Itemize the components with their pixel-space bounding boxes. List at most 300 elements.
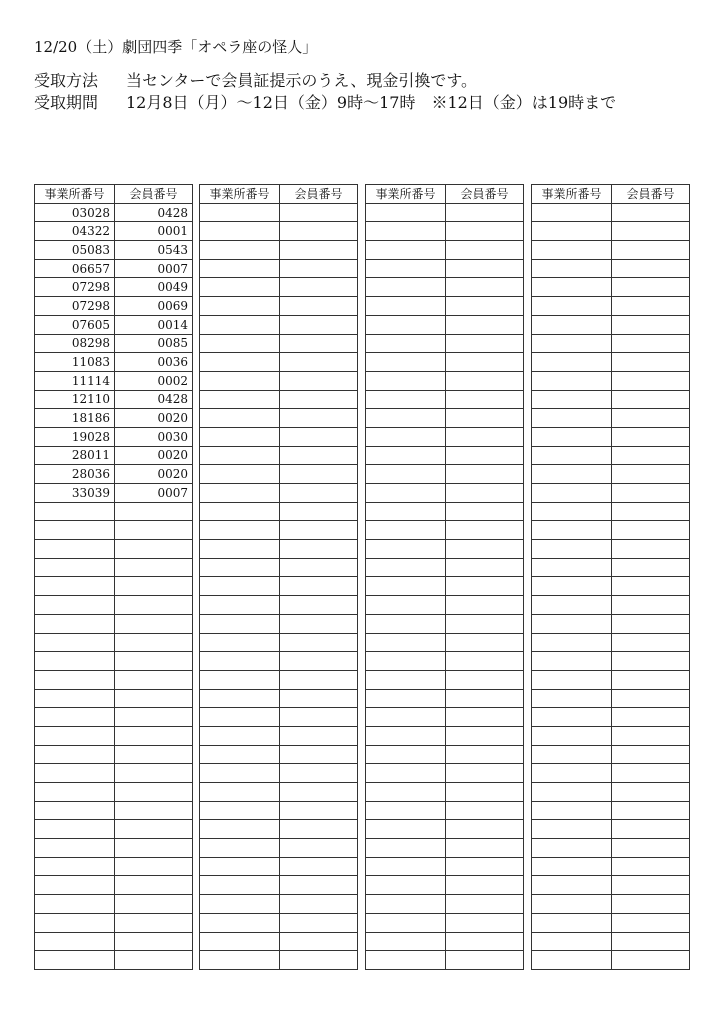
- table-row: [200, 390, 358, 409]
- table-row: [35, 334, 193, 353]
- member-number-cell: [612, 446, 690, 465]
- member-number-cell: [115, 689, 193, 708]
- member-number-cell: [280, 222, 358, 241]
- member-number-cell: [280, 633, 358, 652]
- table-row: [366, 297, 524, 316]
- table-row: [35, 839, 193, 858]
- member-number-cell: [612, 297, 690, 316]
- office-number-cell: [366, 502, 446, 521]
- table-row: [532, 783, 690, 802]
- table-row: [35, 895, 193, 914]
- member-number-cell: [280, 297, 358, 316]
- member-number-cell: [115, 502, 193, 521]
- office-number-cell: [366, 222, 446, 241]
- office-number-cell: [532, 334, 612, 353]
- table-row: [35, 708, 193, 727]
- office-number-cell: [35, 708, 115, 727]
- member-number-cell: [280, 427, 358, 446]
- office-number-cell: [366, 390, 446, 409]
- office-number-cell: [532, 913, 612, 932]
- member-number-header: 会員番号: [280, 185, 358, 204]
- member-number-cell: [612, 409, 690, 428]
- table-row: [200, 465, 358, 484]
- office-number-cell: [200, 353, 280, 372]
- table-row: [366, 596, 524, 615]
- office-number-cell: [532, 820, 612, 839]
- receive-period-text: 12月8日（月）～12日（金）9時～17時 ※12日（金）は19時まで: [126, 93, 617, 112]
- office-number-cell: [366, 708, 446, 727]
- table-row: [532, 334, 690, 353]
- office-number-cell: [200, 596, 280, 615]
- table-row: [366, 783, 524, 802]
- office-number-cell: [532, 596, 612, 615]
- member-number-cell: [612, 708, 690, 727]
- member-number-cell: 0049: [115, 278, 193, 297]
- member-number-cell: [446, 801, 524, 820]
- member-number-cell: [115, 895, 193, 914]
- office-number-cell: [200, 297, 280, 316]
- office-number-cell: [200, 745, 280, 764]
- member-number-cell: [612, 203, 690, 222]
- member-number-cell: [280, 521, 358, 540]
- member-number-cell: [115, 839, 193, 858]
- member-number-cell: [446, 297, 524, 316]
- office-number-cell: [366, 353, 446, 372]
- table-row: [200, 708, 358, 727]
- table-row: [200, 371, 358, 390]
- member-number-cell: [446, 446, 524, 465]
- member-number-cell: [446, 652, 524, 671]
- table-row: [366, 278, 524, 297]
- member-number-cell: [446, 857, 524, 876]
- table-row: [35, 222, 193, 241]
- office-number-cell: [200, 670, 280, 689]
- table-row: [35, 427, 193, 446]
- member-number-cell: [115, 876, 193, 895]
- office-number-cell: [200, 951, 280, 970]
- office-number-cell: [366, 371, 446, 390]
- table-row: [200, 222, 358, 241]
- member-number-cell: [612, 913, 690, 932]
- member-number-cell: [446, 876, 524, 895]
- office-number-cell: 28036: [35, 465, 115, 484]
- office-number-cell: [532, 745, 612, 764]
- member-number-cell: 0007: [115, 259, 193, 278]
- table-row: [200, 334, 358, 353]
- office-number-cell: [532, 708, 612, 727]
- office-number-cell: [366, 315, 446, 334]
- member-number-cell: [612, 764, 690, 783]
- table-row: [532, 540, 690, 559]
- table-row: [35, 820, 193, 839]
- member-number-cell: [612, 390, 690, 409]
- member-number-cell: [446, 222, 524, 241]
- table-row: [35, 801, 193, 820]
- member-number-cell: 0428: [115, 203, 193, 222]
- office-number-cell: [366, 633, 446, 652]
- member-number-cell: [115, 801, 193, 820]
- office-number-cell: [35, 876, 115, 895]
- table-row: [532, 670, 690, 689]
- office-number-cell: 11083: [35, 353, 115, 372]
- table-row: [366, 895, 524, 914]
- member-number-cell: [115, 652, 193, 671]
- office-number-cell: [200, 652, 280, 671]
- table-row: [532, 241, 690, 260]
- office-number-cell: [532, 764, 612, 783]
- member-number-cell: [280, 801, 358, 820]
- office-number-cell: 08298: [35, 334, 115, 353]
- table-row: [35, 203, 193, 222]
- office-number-cell: [200, 801, 280, 820]
- table-row: [35, 913, 193, 932]
- member-number-cell: [446, 614, 524, 633]
- office-number-cell: [200, 633, 280, 652]
- number-table-2: [199, 184, 358, 970]
- member-number-cell: [115, 913, 193, 932]
- member-number-cell: [612, 353, 690, 372]
- member-number-cell: [446, 783, 524, 802]
- office-number-cell: [532, 241, 612, 260]
- member-number-cell: [446, 951, 524, 970]
- table-row: [532, 446, 690, 465]
- office-number-cell: [200, 278, 280, 297]
- member-number-cell: [280, 334, 358, 353]
- member-number-cell: [612, 801, 690, 820]
- office-number-header: 事業所番号: [532, 185, 612, 204]
- office-number-cell: [200, 521, 280, 540]
- office-number-cell: [366, 726, 446, 745]
- office-number-cell: [532, 876, 612, 895]
- member-number-cell: [612, 502, 690, 521]
- member-number-cell: [446, 259, 524, 278]
- office-number-cell: 03028: [35, 203, 115, 222]
- member-number-cell: [280, 764, 358, 783]
- office-number-cell: [35, 558, 115, 577]
- member-number-cell: [446, 577, 524, 596]
- member-number-cell: [612, 633, 690, 652]
- member-number-cell: [280, 726, 358, 745]
- office-number-cell: [532, 371, 612, 390]
- member-number-cell: [280, 259, 358, 278]
- member-number-cell: [446, 596, 524, 615]
- member-number-cell: 0428: [115, 390, 193, 409]
- table-row: [200, 502, 358, 521]
- office-number-cell: [200, 614, 280, 633]
- member-number-cell: [280, 895, 358, 914]
- table-row: [532, 521, 690, 540]
- member-number-cell: [446, 390, 524, 409]
- member-number-cell: [280, 278, 358, 297]
- member-number-cell: [612, 932, 690, 951]
- table-row: [200, 614, 358, 633]
- member-number-cell: [280, 596, 358, 615]
- office-number-cell: [366, 334, 446, 353]
- table-row: [366, 839, 524, 858]
- table-row: [35, 390, 193, 409]
- office-number-cell: [200, 203, 280, 222]
- table-row: [532, 353, 690, 372]
- table-row: [532, 259, 690, 278]
- office-number-cell: [200, 315, 280, 334]
- member-number-cell: [612, 689, 690, 708]
- office-number-cell: [35, 577, 115, 596]
- table-row: [35, 596, 193, 615]
- table-row: [200, 259, 358, 278]
- office-number-cell: [366, 801, 446, 820]
- member-number-cell: [446, 558, 524, 577]
- member-number-cell: [446, 708, 524, 727]
- office-number-cell: [200, 222, 280, 241]
- member-number-cell: 0001: [115, 222, 193, 241]
- table-row: [35, 652, 193, 671]
- office-number-cell: [532, 278, 612, 297]
- table-row: [200, 895, 358, 914]
- office-number-cell: [532, 577, 612, 596]
- table-row: [35, 783, 193, 802]
- member-number-cell: [612, 895, 690, 914]
- member-number-cell: [115, 670, 193, 689]
- member-number-cell: [280, 203, 358, 222]
- table-row: [35, 502, 193, 521]
- member-number-cell: [612, 596, 690, 615]
- receive-method-text: 当センターで会員証提示のうえ、現金引換です。: [126, 71, 478, 90]
- table-row: [532, 371, 690, 390]
- office-number-cell: 07605: [35, 315, 115, 334]
- table-row: [200, 689, 358, 708]
- table-row: [532, 745, 690, 764]
- member-number-cell: [280, 876, 358, 895]
- office-number-cell: [35, 783, 115, 802]
- table-row: [200, 783, 358, 802]
- member-number-cell: [446, 689, 524, 708]
- office-number-cell: [200, 484, 280, 503]
- member-number-header: 会員番号: [612, 185, 690, 204]
- table-row: [200, 315, 358, 334]
- office-number-cell: [35, 502, 115, 521]
- office-number-cell: [200, 446, 280, 465]
- office-number-cell: [366, 465, 446, 484]
- office-number-cell: 28011: [35, 446, 115, 465]
- member-number-cell: [280, 839, 358, 858]
- office-number-cell: [366, 670, 446, 689]
- member-number-cell: [115, 764, 193, 783]
- member-number-cell: [612, 614, 690, 633]
- table-row: [532, 764, 690, 783]
- member-number-cell: [612, 521, 690, 540]
- table-row: [366, 222, 524, 241]
- office-number-cell: [200, 371, 280, 390]
- office-number-cell: [200, 839, 280, 858]
- table-row: [366, 932, 524, 951]
- table-row: [200, 596, 358, 615]
- member-number-cell: [446, 203, 524, 222]
- member-number-cell: [612, 670, 690, 689]
- member-number-cell: [446, 633, 524, 652]
- table-row: [200, 540, 358, 559]
- office-number-cell: 04322: [35, 222, 115, 241]
- office-number-cell: [35, 614, 115, 633]
- table-row: [200, 203, 358, 222]
- member-number-cell: [612, 540, 690, 559]
- office-number-cell: [35, 521, 115, 540]
- member-number-cell: [280, 783, 358, 802]
- table-row: [200, 726, 358, 745]
- table-row: [366, 446, 524, 465]
- office-number-cell: [532, 689, 612, 708]
- office-number-cell: [200, 689, 280, 708]
- member-number-cell: [446, 540, 524, 559]
- office-number-cell: 07298: [35, 278, 115, 297]
- member-number-cell: [280, 857, 358, 876]
- office-number-cell: [200, 764, 280, 783]
- office-number-cell: [532, 484, 612, 503]
- office-number-cell: [35, 839, 115, 858]
- table-row: [366, 745, 524, 764]
- member-number-cell: [446, 465, 524, 484]
- office-number-cell: [532, 670, 612, 689]
- member-number-cell: [612, 427, 690, 446]
- member-number-cell: [446, 895, 524, 914]
- table-row: [366, 689, 524, 708]
- table-row: [366, 465, 524, 484]
- member-number-cell: [115, 558, 193, 577]
- table-row: [366, 390, 524, 409]
- table-row: [35, 633, 193, 652]
- member-number-cell: [115, 577, 193, 596]
- table-row: [532, 484, 690, 503]
- table-row: [35, 540, 193, 559]
- member-number-cell: 0020: [115, 465, 193, 484]
- member-number-cell: [280, 371, 358, 390]
- office-number-cell: [532, 633, 612, 652]
- table-row: [200, 652, 358, 671]
- member-number-cell: [446, 278, 524, 297]
- office-number-cell: [35, 633, 115, 652]
- member-number-cell: [115, 708, 193, 727]
- member-number-cell: [280, 465, 358, 484]
- office-number-cell: 05083: [35, 241, 115, 260]
- table-row: [200, 427, 358, 446]
- member-number-cell: [612, 577, 690, 596]
- member-number-cell: [280, 540, 358, 559]
- member-number-cell: [280, 502, 358, 521]
- table-row: [366, 241, 524, 260]
- office-number-cell: [200, 577, 280, 596]
- table-row: [35, 259, 193, 278]
- office-number-cell: [532, 801, 612, 820]
- table-row: [532, 895, 690, 914]
- office-number-cell: [532, 502, 612, 521]
- table-row: [35, 932, 193, 951]
- table-row: [366, 577, 524, 596]
- member-number-cell: [446, 502, 524, 521]
- member-number-cell: [115, 783, 193, 802]
- member-number-cell: [612, 951, 690, 970]
- member-number-cell: 0030: [115, 427, 193, 446]
- member-number-cell: [446, 241, 524, 260]
- office-number-cell: [532, 839, 612, 858]
- office-number-cell: [200, 932, 280, 951]
- member-number-cell: [280, 558, 358, 577]
- office-number-cell: [35, 895, 115, 914]
- table-row: [366, 951, 524, 970]
- member-number-cell: [612, 334, 690, 353]
- office-number-cell: 19028: [35, 427, 115, 446]
- office-number-cell: [366, 876, 446, 895]
- member-number-cell: [612, 241, 690, 260]
- table-row: [532, 689, 690, 708]
- office-number-cell: [35, 951, 115, 970]
- table-row: [366, 521, 524, 540]
- office-number-cell: [35, 726, 115, 745]
- table-row: [35, 409, 193, 428]
- table-row: [200, 857, 358, 876]
- table-row: [532, 427, 690, 446]
- table-row: [200, 820, 358, 839]
- office-number-cell: 33039: [35, 484, 115, 503]
- office-number-cell: [35, 857, 115, 876]
- table-row: [532, 857, 690, 876]
- member-number-cell: [280, 390, 358, 409]
- office-number-cell: [366, 652, 446, 671]
- member-number-cell: [280, 446, 358, 465]
- office-number-cell: [366, 596, 446, 615]
- member-number-cell: [612, 820, 690, 839]
- office-number-cell: [532, 558, 612, 577]
- receive-method-label: 受取方法: [34, 71, 99, 90]
- table-row: [532, 839, 690, 858]
- office-number-cell: [532, 951, 612, 970]
- table-row: [366, 558, 524, 577]
- table-row: [532, 633, 690, 652]
- office-number-header: 事業所番号: [200, 185, 280, 204]
- member-number-cell: [446, 371, 524, 390]
- member-number-cell: [612, 278, 690, 297]
- member-number-cell: [612, 259, 690, 278]
- member-number-cell: [446, 726, 524, 745]
- member-number-cell: [115, 633, 193, 652]
- table-row: [200, 577, 358, 596]
- member-number-cell: [115, 745, 193, 764]
- office-number-cell: [35, 652, 115, 671]
- member-number-cell: [446, 427, 524, 446]
- table-row: [366, 801, 524, 820]
- table-row: [366, 259, 524, 278]
- member-number-cell: [612, 222, 690, 241]
- receive-method: [34, 68, 477, 91]
- member-number-cell: [612, 465, 690, 484]
- office-number-cell: [366, 427, 446, 446]
- table-row: [200, 241, 358, 260]
- member-number-cell: [446, 820, 524, 839]
- office-number-cell: [35, 745, 115, 764]
- table-row: [366, 857, 524, 876]
- member-number-cell: [612, 484, 690, 503]
- table-row: [532, 614, 690, 633]
- table-row: [366, 614, 524, 633]
- table-row: [200, 353, 358, 372]
- office-number-cell: [200, 334, 280, 353]
- member-number-cell: [280, 484, 358, 503]
- office-number-cell: [35, 689, 115, 708]
- office-number-cell: [366, 577, 446, 596]
- table-row: [200, 484, 358, 503]
- member-number-cell: [612, 745, 690, 764]
- table-row: [35, 558, 193, 577]
- table-row: [366, 708, 524, 727]
- table-row: [366, 820, 524, 839]
